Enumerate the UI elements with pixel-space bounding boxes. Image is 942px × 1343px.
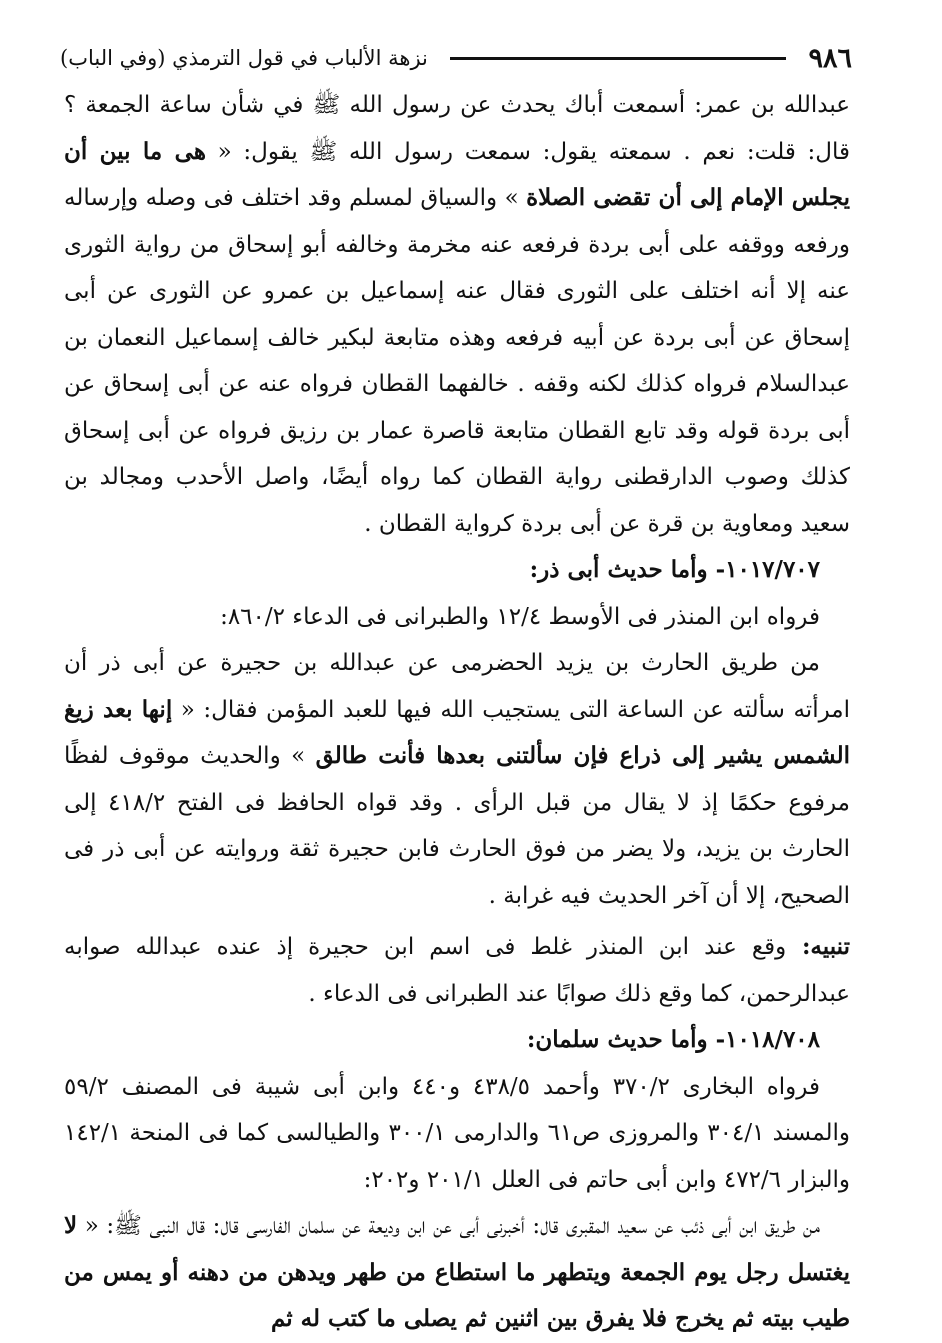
body-paragraph xyxy=(64,924,850,1017)
bold-text: إنها بعد زيغ الشمس يشير إلى ذراع فإن سألتنى بعدها فأنت طالق xyxy=(64,695,850,769)
text-segment: » والسياق لمسلم وقد اختلف فى وصله وإرساله ورفعه ووقفه على أبى بردة فرفعه عنه مخرمة وخالفه أبو إسحاق من رواية الثورى عنه إلا أنه اختلف على الثورى فقال عنه إسماعيل بن عمرو عن الثورى عن أبى إسحاق عن أبى بردة عن أبيه فرفعه وهذه متابعة لبكير خالف إسماعيل النعمان بن عبدالسلام فرواه كذلك لكنه وقفه . خالفهما القطان فرواه عنه عن أبى إسحاق عن أبى بردة قوله وقد تابع القطان متابعة قاصرة عمار بن رزيق فرواه عن أبى إسحاق كذلك وصوب الدارقطنى رواية القطان كما رواه أيضًا، واصل الأحدب ومجالد بن سعيد ومعاوية بن قرة عن أبى بردة كرواية القطان . xyxy=(64,185,851,537)
text-segment: عبدالله بن عمر: أسمعت أباك يحدث عن رسول الله ﷺ في شأن ساعة الجمعة ؟ قال: قلت: نعم . سمعته يقول: سمعت رسول الله ﷺ يقول: « xyxy=(64,92,850,165)
text-segment: من طريق الحارث بن يزيد الحضرمى عن عبدالله بن حجيرة عن أبى ذر أن امرأته سألته عن الساعة التى يستجيب الله فيها للعبد المؤمن فقال: « xyxy=(64,650,850,723)
body-paragraph xyxy=(64,640,850,919)
body-paragraph xyxy=(64,1203,850,1343)
bold-text: ١٠١٧/٧٠٧- وأما حديث أبى ذر: xyxy=(529,556,820,583)
section-heading xyxy=(64,1017,850,1064)
page-header xyxy=(60,38,852,78)
body-paragraph xyxy=(64,1064,850,1204)
page-body xyxy=(64,82,850,1343)
text-segment: وقع عند ابن المنذر غلط فى اسم ابن حجيرة إذ عنده عبدالله صوابه عبدالرحمن، كما وقع ذلك صوابًا عند الطبرانى فى الدعاء . xyxy=(64,934,850,1007)
body-paragraph xyxy=(64,82,850,547)
bold-text: تنبيه: xyxy=(786,933,850,960)
text-segment: فرواه ابن المنذر فى الأوسط ١٢/٤ والطبرانى فى الدعاء ٨٦٠/٢: xyxy=(220,603,820,630)
text-segment: من طريق ابن أبى ذئب عن سعيد المقبرى قال: أخبرنى أبى عن ابن وديعة عن سلمان الفارسى قال: قال النبى ﷺ: « xyxy=(77,1213,820,1239)
text-segment: » والحديث موقوف لفظًا مرفوع حكمًا إذ لا يقال من قبل الرأى . وقد قواه الحافظ فى الفتح ٤١٨/٢ إلى الحارث بن يزيد، ولا يضر من فوق الحارث فابن حجيرة ثقة وروايته عن أبى ذر فى الصحيح، إلا أن آخر الحديث فيه غرابة . xyxy=(64,743,850,909)
header-rule xyxy=(450,57,787,60)
bold-text: ١٠١٨/٧٠٨- وأما حديث سلمان: xyxy=(526,1026,820,1053)
bold-text: لا يغتسل رجل يوم الجمعة ويتطهر ما استطاع من طهر ويدهن من دهنه أو يمس من طيب بيته ثم يخرج فلا يفرق بين اثنين ثم يصلى ما كتب له ثم xyxy=(64,1212,850,1332)
running-title: نزهة الألباب في قول الترمذي (وفي الباب) xyxy=(60,46,428,70)
bold-text: هى ما بين أن يجلس الإمام إلى أن تقضى الصلاة xyxy=(64,137,850,211)
section-heading xyxy=(64,547,850,594)
text-segment: فرواه البخارى ٣٧٠/٢ وأحمد ٤٣٨/٥ و٤٤٠ وابن أبى شيبة فى المصنف ٥٩/٢ والمسند ٣٠٤/١ والمروزى ص٦١ والدارمى ٣٠٠/١ والطيالسى كما فى المنحة ١٤٢/١ والبزار ٤٧٢/٦ وابن أبى حاتم فى العلل ٢٠١/١ و٢٠٢: xyxy=(64,1073,850,1193)
page-number: ٩٨٦ xyxy=(808,42,852,74)
body-paragraph xyxy=(64,594,850,641)
